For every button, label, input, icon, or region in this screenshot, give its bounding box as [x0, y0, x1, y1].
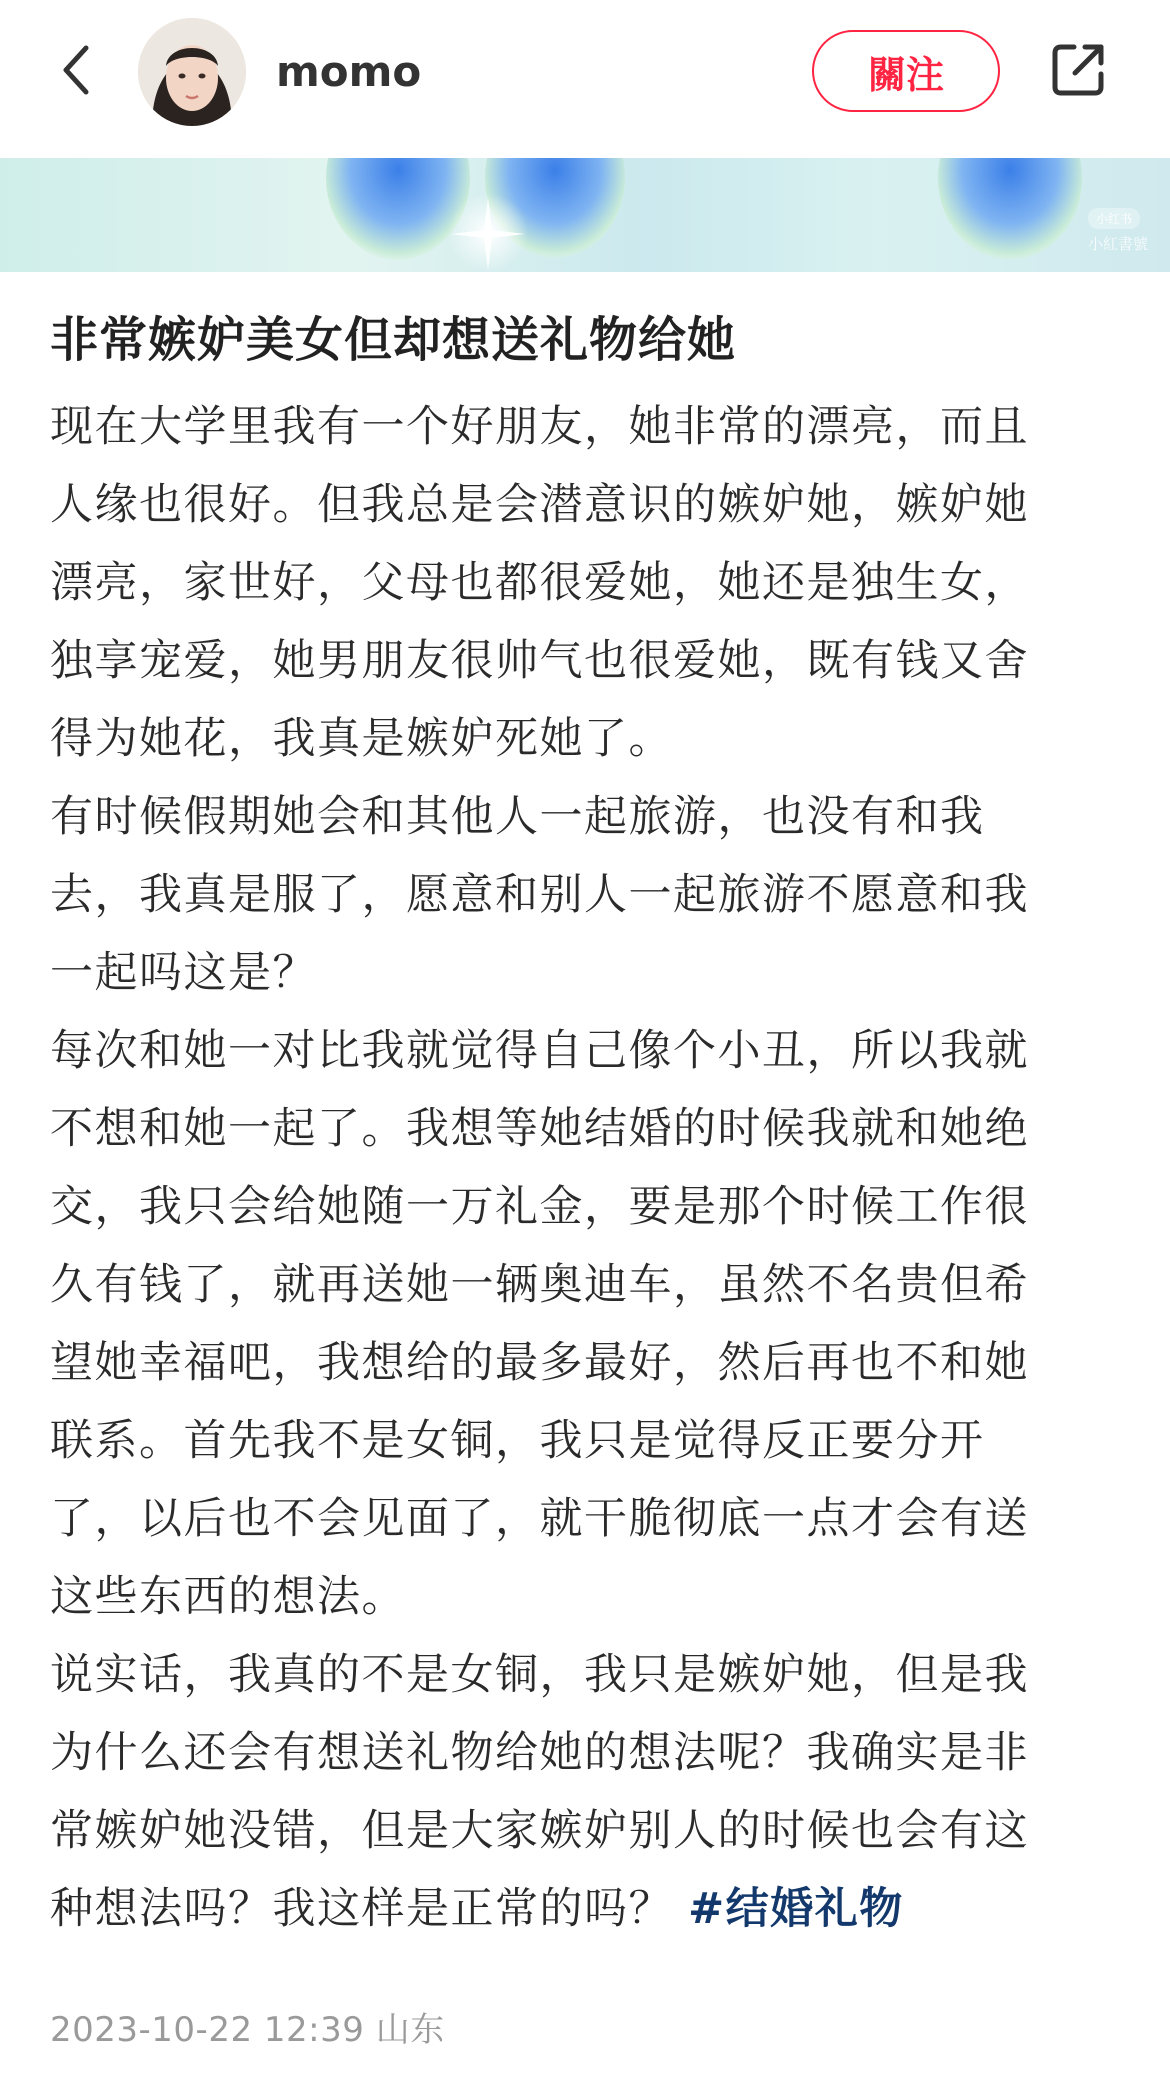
post-paragraph-last: [50, 1636, 1070, 1948]
top-bar: [0, 0, 1170, 158]
hashtag-link[interactable]: #结婚礼物: [688, 1884, 904, 1934]
username[interactable]: momo: [276, 47, 422, 96]
avatar[interactable]: [138, 18, 246, 126]
post-date-location: 2023-10-22 12:39 山东: [50, 2010, 445, 2050]
share-button[interactable]: [1040, 34, 1116, 110]
post-paragraph: 有时候假期她会和其他人一起旅游，也没有和我去，我真是服了，愿意和别人一起旅游不愿意和我一起吗这是？: [50, 792, 1029, 998]
share-icon: [1047, 39, 1109, 105]
heart-graphics: [0, 158, 1170, 272]
post-paragraph-text: 说实话，我真的不是女铜，我只是嫉妒她，但是我为什么还会有想送礼物给她的想法呢？我确实是非常嫉妒她没错，但是大家嫉妒别人的时候也会有这种想法吗？我这样是正常的吗？: [50, 1650, 1029, 1934]
post-content: [50, 300, 1130, 1948]
chevron-left-icon: [58, 42, 92, 102]
post-image-strip[interactable]: [0, 158, 1170, 272]
follow-button[interactable]: 關注: [812, 30, 1000, 112]
post-paragraph: 每次和她一对比我就觉得自己像个小丑，所以我就不想和她一起了。我想等她结婚的时候我就和她绝交，我只会给她随一万礼金，要是那个时候工作很久有钱了，就再送她一辆奥迪车，虽然不名贵但希望她幸福吧，我想给的最多最好，然后再也不和她联系。首先我不是女铜，我只是觉得反正要分开了，以后也不会见面了，就干脆彻底一点才会有送这些东西的想法。: [50, 1026, 1029, 1622]
watermark-logo: 小红书: [1088, 208, 1140, 229]
watermark-text: 小紅書號: [1087, 235, 1148, 253]
post-title: 非常嫉妒美女但却想送礼物给她: [50, 312, 737, 368]
post-paragraph: 现在大学里我有一个好朋友，她非常的漂亮，而且人缘也很好。但我总是会潜意识的嫉妒她，嫉妒她漂亮，家世好，父母也都很爱她，她还是独生女，独享宠爱，她男朋友很帅气也很爱她，既有钱又舍得为她花，我真是嫉妒死她了。: [50, 402, 1029, 764]
back-button[interactable]: [40, 30, 110, 114]
